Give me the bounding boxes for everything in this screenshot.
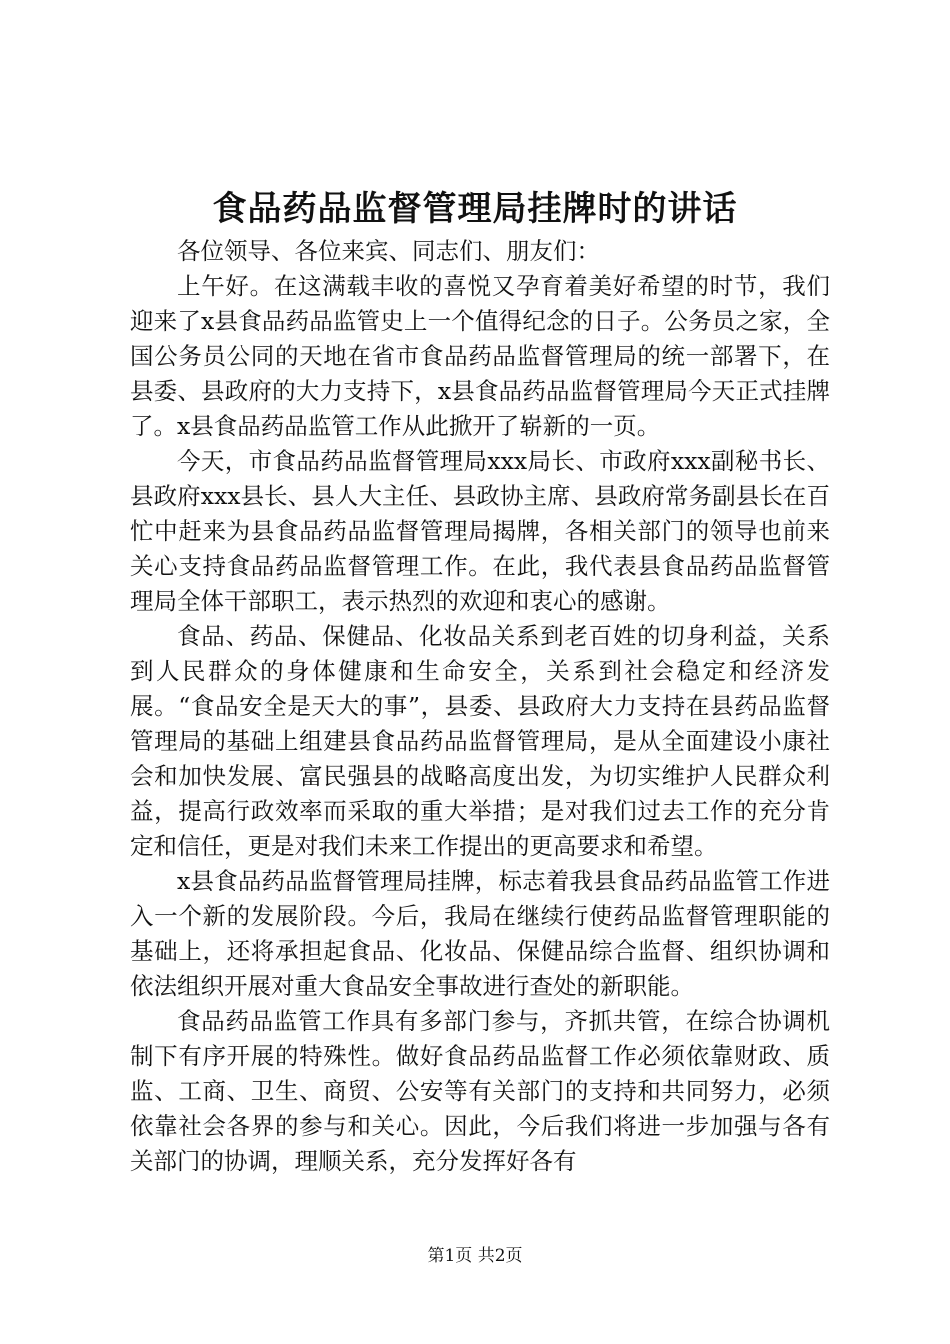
document-body [130, 234, 830, 1179]
paragraph: 食品、药品、保健品、化妆品关系到老百姓的切身利益，关系到人民群众的身体健康和生命安全，关系到社会稳定和经济发展。“食品安全是天大的事”，县委、县政府大力支持在县药品监督管理局的基础上组建县食品药品监督管理局，是从全面建设小康社会和加快发展、富民强县的战略高度出发，为切实维护人民群众利益，提高行政效率而采取的重大举措；是对我们过去工作的充分肯定和信任，更是对我们未来工作提出的更高要求和希望。 [130, 622, 830, 860]
paragraph: x县食品药品监督管理局挂牌，标志着我县食品药品监管工作进入一个新的发展阶段。今后，我局在继续行使药品监督管理职能的基础上，还将承担起食品、化妆品、保健品综合监督、组织协调和依法组织开展对重大食品安全事故进行查处的新职能。 [130, 867, 830, 1000]
document-title: 食品药品监督管理局挂牌时的讲话 [212, 189, 738, 229]
paragraph-greeting: 各位领导、各位来宾、同志们、朋友们： [177, 237, 600, 265]
page-number-footer: 第1页 共2页 [427, 1246, 523, 1266]
paragraph: 食品药品监管工作具有多部门参与，齐抓共管，在综合协调机制下有序开展的特殊性。做好食品药品监督工作必须依靠财政、质监、工商、卫生、商贸、公安等有关部门的支持和共同努力，必须依靠社会各界的参与和关心。因此，今后我们将进一步加强与各有关部门的协调，理顺关系，充分发挥好各有 [130, 1007, 830, 1175]
paragraph: 上午好。在这满载丰收的喜悦又孕育着美好希望的时节，我们迎来了x县食品药品监管史上一个值得纪念的日子。公务员之家，全国公务员公同的天地在省市食品药品监督管理局的统一部署下，在县委、县政府的大力支持下，x县食品药品监督管理局今天正式挂牌了。x县食品药品监管工作从此掀开了崭新的一页。 [130, 272, 830, 440]
paragraph: 今天，市食品药品监督管理局xxx局长、市政府xxx副秘书长、县政府xxx县长、县人大主任、县政协主席、县政府常务副县长在百忙中赶来为县食品药品监督管理局揭牌，各相关部门的领导也前来关心支持食品药品监督管理工作。在此，我代表县食品药品监督管理局全体干部职工，表示热烈的欢迎和衷心的感谢。 [130, 447, 830, 615]
